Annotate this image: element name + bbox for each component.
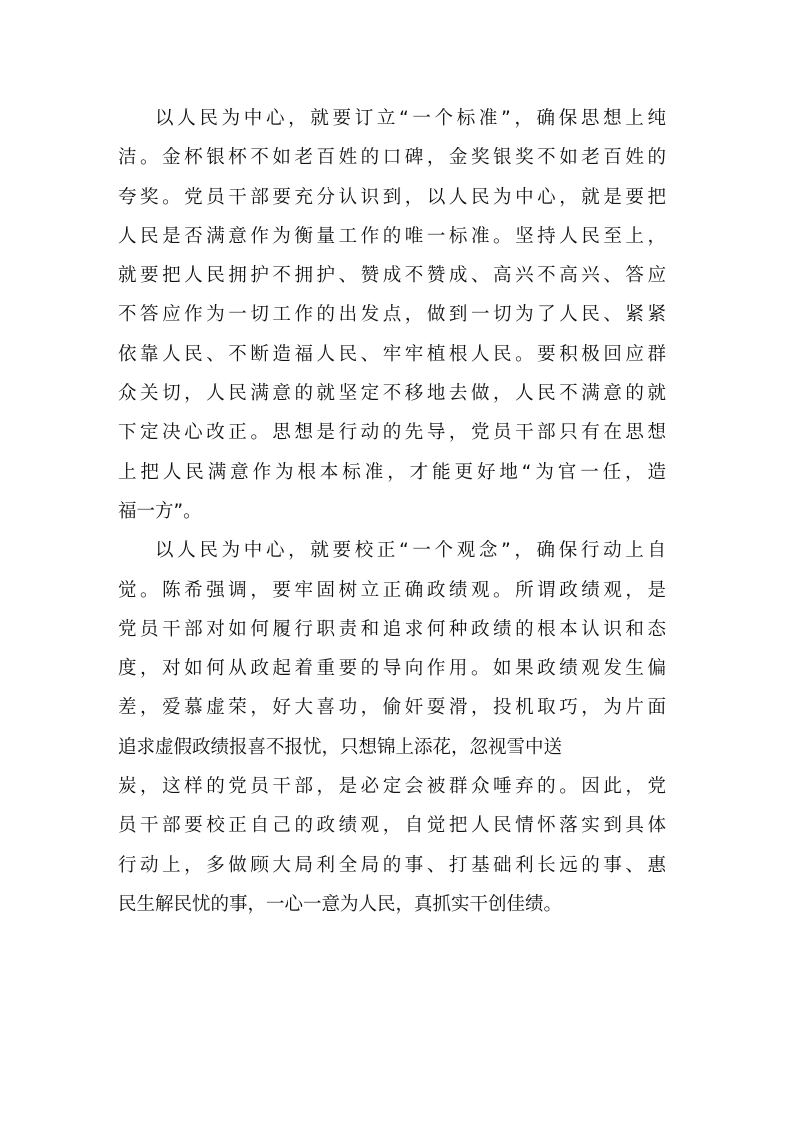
paragraph-line: 差，爱慕虚荣，好大喜功，偷奸耍滑，投机取巧，为片面 xyxy=(118,697,666,719)
paragraph-line: 众关切，人民满意的就坚定不移地去做，人民不满意的就 xyxy=(118,383,666,405)
paragraph-line: 就要把人民拥护不拥护、赞成不赞成、高兴不高兴、答应 xyxy=(118,265,666,287)
paragraph-line: 以人民为中心，就要订立“一个标准”，确保思想上纯 xyxy=(155,108,666,129)
paragraph-line: 夸奖。党员干部要充分认识到，以人民为中心，就是要把 xyxy=(118,186,666,208)
paragraph-1 xyxy=(118,99,666,531)
paragraph-line: 党员干部对如何履行职责和追求何种政绩的根本认识和态 xyxy=(118,618,666,640)
paragraph-line: 上把人民满意作为根本标准，才能更好地“为官一任，造 xyxy=(118,461,666,483)
paragraph-line: 依靠人民、不断造福人民、牢牢植根人民。要积极回应群 xyxy=(118,343,666,365)
paragraph-line: 炭，这样的党员干部，是必定会被群众唾弃的。因此，党 xyxy=(118,776,666,798)
paragraph-line: 度，对如何从政起着重要的导向作用。如果政绩观发生偏 xyxy=(118,658,666,680)
paragraph-line: 洁。金杯银杯不如老百姓的口碑，金奖银奖不如老百姓的 xyxy=(118,147,666,169)
document-body xyxy=(118,99,666,924)
paragraph-line: 员干部要校正自己的政绩观，自觉把人民情怀落实到具体 xyxy=(118,815,666,837)
paragraph-line: 人民是否满意作为衡量工作的唯一标准。坚持人民至上， xyxy=(118,225,666,247)
paragraph-line: 追求虚假政绩报喜不报忧，只想锦上添花，忽视雪中送 xyxy=(118,736,563,758)
paragraph-line: 不答应作为一切工作的出发点，做到一切为了人民、紧紧 xyxy=(118,304,666,326)
paragraph-line: 福一方”。 xyxy=(118,500,202,522)
paragraph-line: 觉。陈希强调，要牢固树立正确政绩观。所谓政绩观，是 xyxy=(118,579,666,601)
paragraph-line: 民生解民忧的事，一心一意为人民，真抓实干创佳绩。 xyxy=(118,893,563,915)
paragraph-line: 下定决心改正。思想是行动的先导，党员干部只有在思想 xyxy=(118,422,666,444)
paragraph-line: 以人民为中心，就要校正“一个观念”，确保行动上自 xyxy=(155,540,666,562)
paragraph-2 xyxy=(118,531,666,924)
paragraph-line: 行动上，多做顾大局利全局的事、打基础利长远的事、惠 xyxy=(118,854,666,876)
